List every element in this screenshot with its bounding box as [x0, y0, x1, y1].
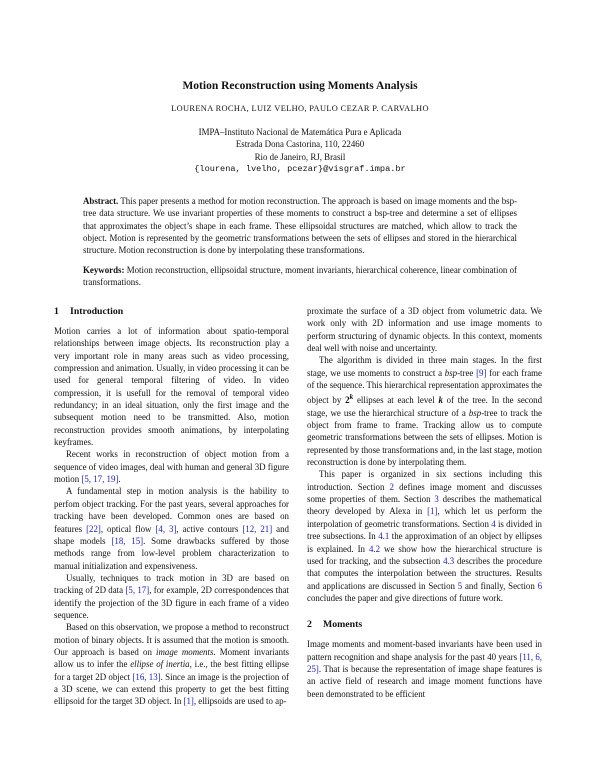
section-link[interactable]: 3	[434, 494, 439, 505]
affiliation-city: Rio de Janeiro, RJ, Brasil	[254, 151, 346, 162]
author-emails: {lourena, lvelho, pcezar}@visgraf.impa.br	[194, 164, 406, 175]
citation-link[interactable]: [22]	[86, 523, 101, 534]
section-link[interactable]: 2	[389, 481, 394, 492]
citation-link[interactable]: [1]	[427, 506, 438, 517]
citation-link[interactable]: [4, 3]	[155, 523, 177, 534]
affiliation	[0, 126, 600, 176]
paragraph: The algorithm is divided in three main stages. In the first stage, we use moments to construct a bsp-tree [9] for each frame of the sequence. This hierarchical representation approximates the object by 2$^k$ ellipses at each level k of the tree. In the second stage, we use the hierarchical structure of a bsp-tree to track the object from frame to frame. Tracking allow us to compute geometric transformations between the sets of ellipses. Motion is represented by those transformations and, in the last stage, motion reconstruction is done by interpolating them.	[307, 355, 543, 468]
section-link[interactable]: 5	[457, 580, 463, 591]
affiliation-institute: IMPA–Instituto Nacional de Matemática Pura e Aplicada	[198, 127, 402, 137]
citation-link[interactable]: [11, 6, 25]	[307, 651, 542, 674]
abstract-text: This paper presents a method for motion reconstruction. The approach is based on image moments and the bsp-tree data structure. We use invariant properties of these moments to construct a bsp-tree and determine a set of ellipses that approximates the object’s shape in each frame. These ellipsoidal structures are matched, which allow to track the object. Motion is represented by the geometric transformations between the sets of ellipses and stored in the hierarchical structure. Motion reconstruction is done by interpolating these transformations.	[83, 196, 517, 256]
paragraph: A fundamental step in motion analysis is the hability to perfom object tracking. For the past years, several approaches for tracking have been developed. Common ones are based on features [22], optical flow [4, 3], active contours [12, 21] and shape models [18, 15]. Some drawbacks suffered by those methods range from low-level problem characterization to manual initialization and expensiveness.	[54, 486, 289, 571]
citation-link[interactable]: [12, 21]	[242, 523, 273, 534]
paragraph: This paper is organized in six sections including this introduction. Section 2 defines image moment and discusses some properties of them. Section 3 describes the mathematical theory developed by Alexa in [1], which let us perform the interpolation of geometric transformations. Section 4 is divided in tree subsections. In 4.1 the approximation of an object by ellipses is explained. In 4.2 we show how the hierarchical structure is used for tracking, and the subsection 4.3 describes the procedure that computes the interpolation between the structures. Results and applications are discussed in Section 5 and finally, Section 6 concludes the paper and give directions of future work.	[307, 469, 543, 603]
section-link[interactable]: 4.2	[368, 543, 381, 554]
paper-authors: LOURENA ROCHA, LUIZ VELHO, PAULO CEZAR P. CARVALHO	[171, 104, 429, 113]
section-link[interactable]: 4	[491, 518, 496, 529]
paper-title: Motion Reconstruction using Moments Analysis	[182, 80, 418, 92]
right-column	[307, 305, 542, 700]
section-link[interactable]: 4.3	[443, 555, 455, 566]
left-column	[54, 305, 289, 708]
citation-link[interactable]: [9]	[476, 367, 487, 378]
paragraph: Recent works in reconstruction of object motion from a sequence of video images, deal with human and general 3D figure motion [5, 17, 19].	[54, 449, 289, 485]
abstract-label: Abstract.	[83, 196, 119, 206]
section-link[interactable]: 4.1	[378, 531, 390, 542]
paragraph: Motion carries a lot of information about spatio-temporal relationships between image objects. Its reconstruction play a very important role in many areas such as video processing, compression and animation. Usually, in video processing it can be used for general temporal filtering of video. In video compression, it is usefull for the removal of temporal video redundancy; in an ideal situation, only the first image and the subsequent motion need to be transmitted. Also, motion reconstruction provides smooth animations, by interpolating keyframes.	[54, 326, 289, 448]
affiliation-street: Estrada Dona Castorina, 110, 22460	[235, 139, 365, 150]
abstract	[83, 195, 517, 256]
citation-link[interactable]: [5, 17]	[125, 585, 150, 596]
citation-link[interactable]: [18, 15]	[111, 535, 144, 546]
citation-link[interactable]: [1]	[183, 696, 194, 707]
paragraph: Based on this observation, we propose a method to reconstruct motion of binary objects. It is assumed that the motion is smooth. Our approach is based on image moments. Moment invariants allow us to infer the ellipse of inertia, i.e., the best fitting ellipse for a target 2D object [16, 13]. Since an image is the projection of a 3D scene, we can extend this property to get the best fitting ellipsoid for the target 3D object. In [1], ellipsoids are used to ap-	[54, 622, 289, 707]
keywords-text: Motion reconstruction, ellipsoidal structure, moment invariants, hierarchical coherence, linear combination of transformations.	[83, 265, 517, 288]
section-link[interactable]: 6	[537, 580, 543, 591]
paragraph: Usually, techniques to track motion in 3D are based on tracking of 2D data [5, 17], for example, 2D correspondences that identify the projection of the 3D figure in each frame of a video sequence.	[54, 572, 289, 620]
keywords	[83, 264, 517, 289]
citation-link[interactable]: [16, 13]	[132, 671, 161, 682]
paragraph: Image moments and moment-based invariants have been used in pattern recognition and shape analysis for the past 40 years [11, 6, 25]. That is because the representation of image shape features is an active field of research and image moment functions have been demonstrated to be efficient	[307, 639, 542, 699]
citation-link[interactable]: [5, 17, 19]	[81, 474, 119, 485]
section-heading-introduction: 1 Introduction	[54, 306, 124, 317]
paragraph: proximate the surface of a 3D object from volumetric data. We work only with 2D information and use image moments to perform structuring of dynamic objects. In this context, moments deal well with noise and uncertainty.	[307, 306, 542, 354]
section-heading-moments: 2 Moments	[307, 619, 363, 631]
keywords-label: Keywords:	[83, 265, 125, 275]
